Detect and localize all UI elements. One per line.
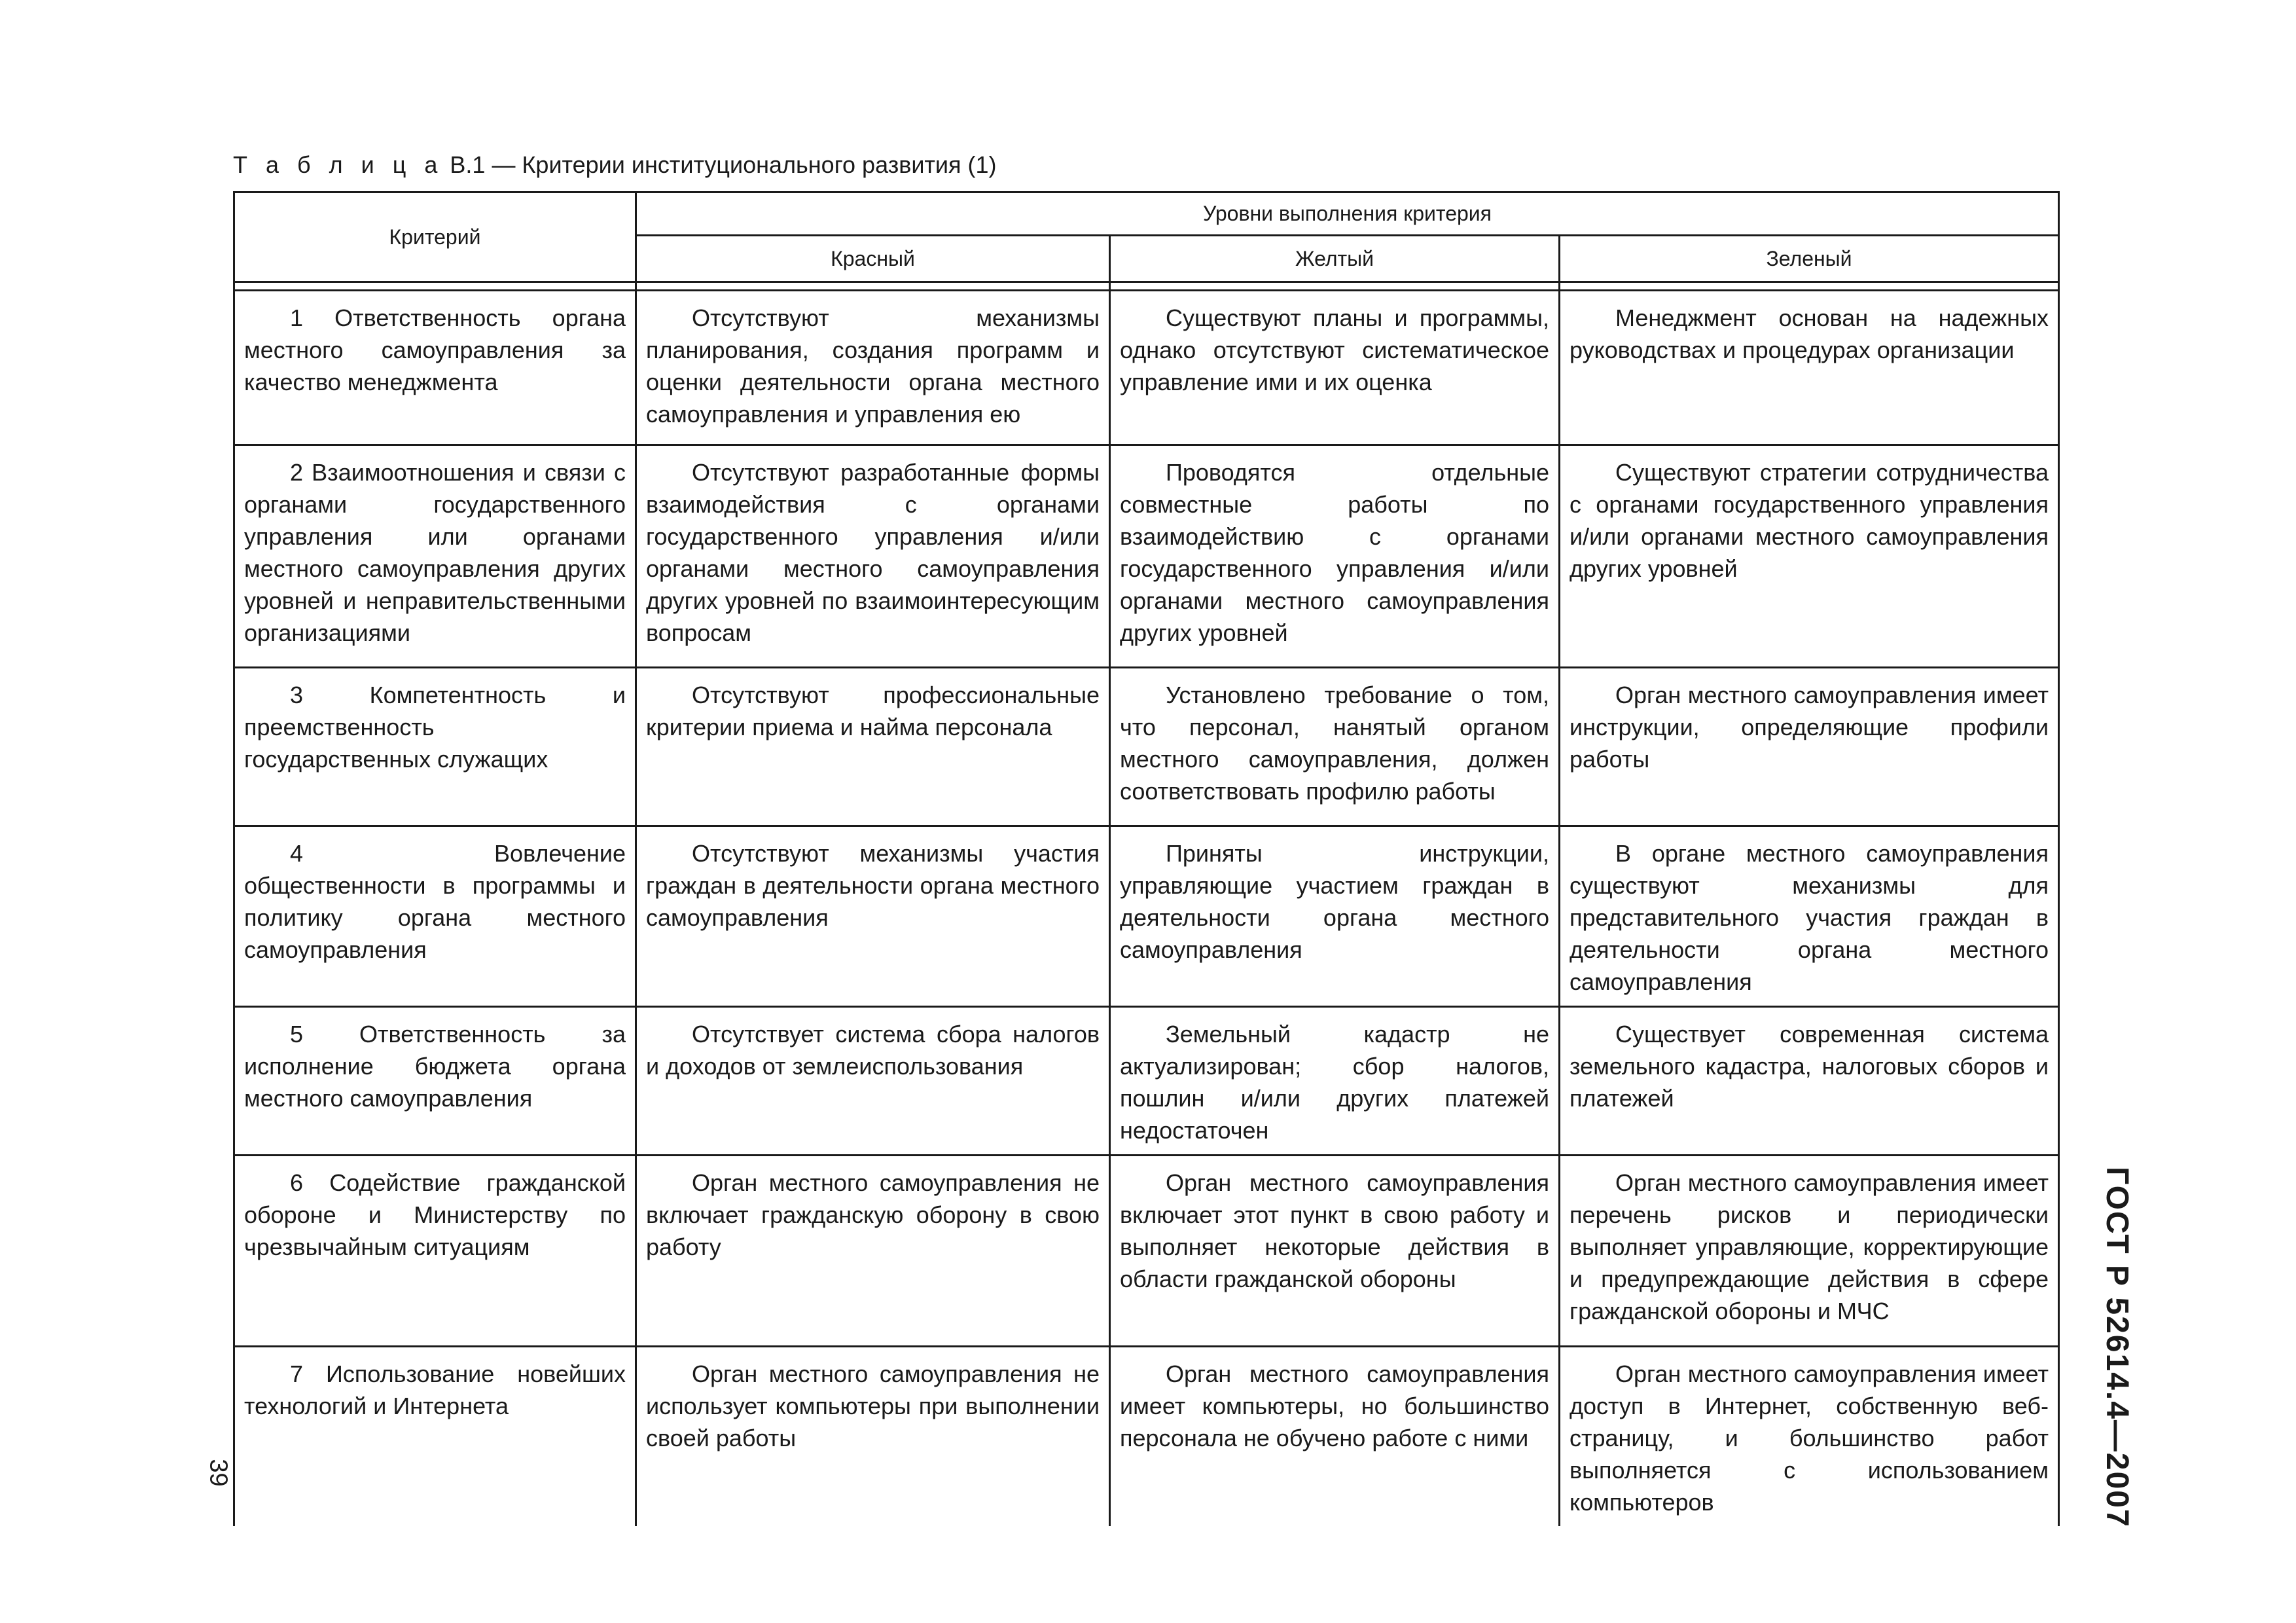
criterion-cell: 6 Содействие гражданской обороне и Министерству по чрезвычайным ситуациям: [234, 1156, 636, 1347]
header-yellow: Желтый: [1110, 236, 1560, 282]
header-separator-row: [234, 282, 2059, 291]
green-level-cell: Орган местного самоуправления имеет инструкции, определяющие профили работы: [1560, 668, 2059, 826]
criterion-cell: 3 Компетентность и преемственность государственных служащих: [234, 668, 636, 826]
criterion-cell: 7 Использование новейших технологий и Интернета: [234, 1347, 636, 1527]
table-row: [234, 826, 2059, 1007]
green-level-cell: Существуют стратегии сотрудничества с органами государственного управления и/или органами местного самоуправления других уровней: [1560, 445, 2059, 668]
document-code: ГОСТ Р 52614.4—2007: [2100, 1167, 2134, 1528]
green-level-cell: В органе местного самоуправления существуют механизмы для представительного участия граждан в деятельности органа местного самоуправления: [1560, 826, 2059, 1007]
red-level-cell: Отсутствуют механизмы планирования, создания программ и оценки деятельности органа местного самоуправления и управления ею: [636, 291, 1110, 445]
yellow-level-cell: Проводятся отдельные совместные работы по взаимодействию с органами государственного управления и/или органами местного самоуправления других уровней: [1110, 445, 1560, 668]
red-level-cell: Отсутствуют разработанные формы взаимодействия с органами государственного управления и/или органами местного самоуправления других уровней по взаимоинтересующим вопросам: [636, 445, 1110, 668]
table-row: [234, 1156, 2059, 1347]
table-row: [234, 1007, 2059, 1156]
table-row: [234, 1347, 2059, 1527]
page-number: 39: [204, 1459, 232, 1487]
yellow-level-cell: Приняты инструкции, управляющие участием граждан в деятельности органа местного самоуправления: [1110, 826, 1560, 1007]
yellow-level-cell: Орган местного самоуправления включает этот пункт в свою работу и выполняет некоторые действия в области гражданской обороны: [1110, 1156, 1560, 1347]
header-row-levels: [234, 192, 2059, 236]
yellow-level-cell: Установлено требование о том, что персонал, нанятый органом местного самоуправления, должен соответствовать профилю работы: [1110, 668, 1560, 826]
red-level-cell: Отсутствуют профессиональные критерии приема и найма персонала: [636, 668, 1110, 826]
yellow-level-cell: Существуют планы и программы, однако отсутствуют систематическое управление ими и их оценка: [1110, 291, 1560, 445]
table-row: [234, 291, 2059, 445]
header-criterion: Критерий: [234, 192, 636, 282]
green-level-cell: Орган местного самоуправления имеет перечень рисков и периодически выполняет управляющие, корректирующие и предупреждающие действия в сфере гражданской обороны и МЧС: [1560, 1156, 2059, 1347]
red-level-cell: Орган местного самоуправления не использует компьютеры при выполнении своей работы: [636, 1347, 1110, 1527]
header-green: Зеленый: [1560, 236, 2059, 282]
red-level-cell: Отсутствуют механизмы участия граждан в деятельности органа местного самоуправления: [636, 826, 1110, 1007]
header-levels: Уровни выполнения критерия: [636, 192, 2059, 236]
criterion-cell: 4 Вовлечение общественности в программы и политику органа местного самоуправления: [234, 826, 636, 1007]
red-level-cell: Орган местного самоуправления не включает гражданскую оборону в свою работу: [636, 1156, 1110, 1347]
table-row: [234, 668, 2059, 826]
yellow-level-cell: Земельный кадастр не актуализирован; сбор налогов, пошлин и/или других платежей недостаточен: [1110, 1007, 1560, 1156]
table-row: [234, 445, 2059, 668]
green-level-cell: Менеджмент основан на надежных руководствах и процедурах организации: [1560, 291, 2059, 445]
table-caption-label: Т а б л и ц а: [233, 151, 444, 178]
table-caption: [233, 149, 997, 181]
criterion-cell: 2 Взаимоотношения и связи с органами государственного управления или органами местного самоуправления других уровней и неправительственными организациями: [234, 445, 636, 668]
yellow-level-cell: Орган местного самоуправления имеет компьютеры, но большинство персонала не обучено работе с ними: [1110, 1347, 1560, 1527]
criterion-cell: 5 Ответственность за исполнение бюджета органа местного самоуправления: [234, 1007, 636, 1156]
red-level-cell: Отсутствует система сбора налогов и доходов от землеиспользования: [636, 1007, 1110, 1156]
table-caption-title: В.1 — Критерии институционального развития (1): [443, 151, 997, 178]
header-red: Красный: [636, 236, 1110, 282]
green-level-cell: Существует современная система земельного кадастра, налоговых сборов и платежей: [1560, 1007, 2059, 1156]
criteria-table: [233, 191, 2060, 1526]
green-level-cell: Орган местного самоуправления имеет доступ в Интернет, собственную веб-страницу, и большинство работ выполняется с использованием компьютеров: [1560, 1347, 2059, 1527]
criterion-cell: 1 Ответственность органа местного самоуправления за качество менеджмента: [234, 291, 636, 445]
